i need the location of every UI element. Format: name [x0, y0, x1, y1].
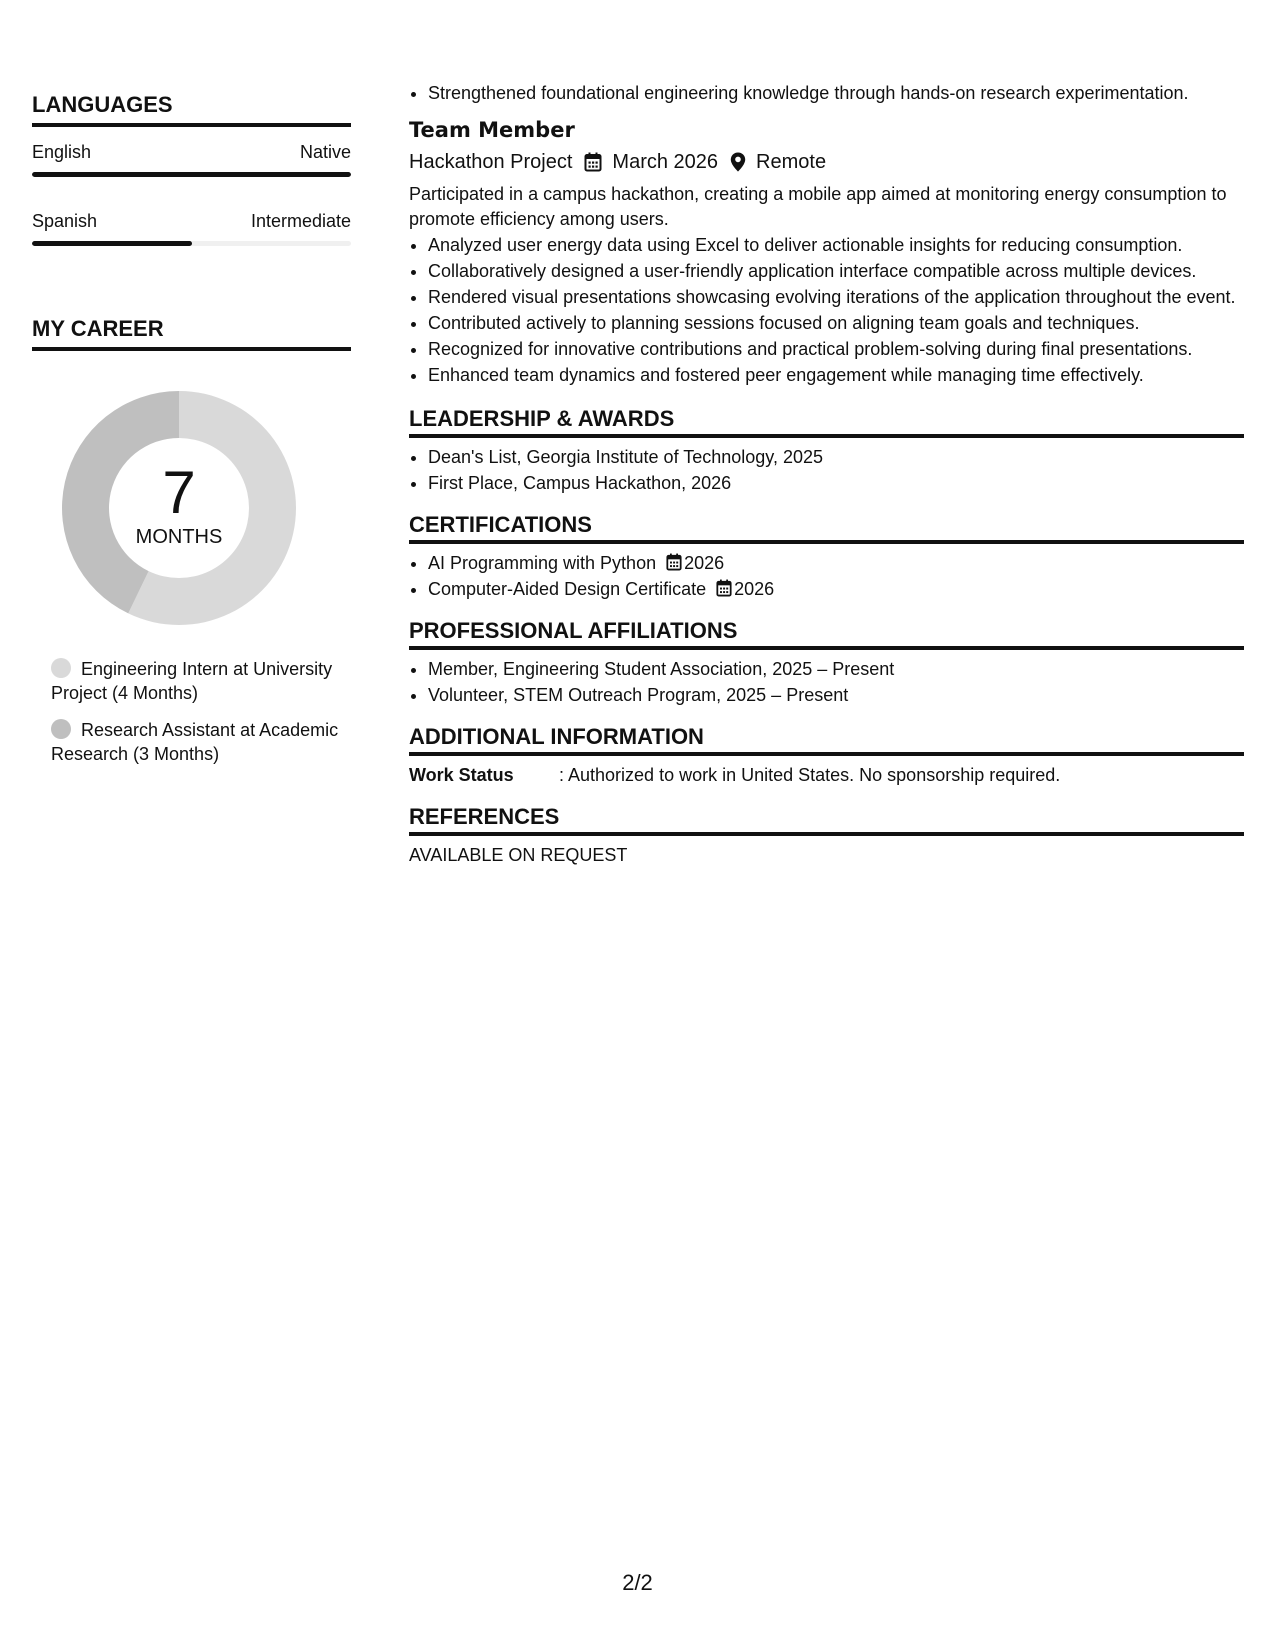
- affiliations-list: [409, 656, 1244, 708]
- work-status-label: Work Status: [409, 765, 514, 785]
- affiliations-heading: PROFESSIONAL AFFILIATIONS: [409, 618, 1244, 650]
- bullet-item: • Strengthened foundational engineering knowledge through hands-on research experimentation.: [428, 80, 1244, 106]
- language-row: [32, 141, 351, 163]
- language-bar-fill: [32, 172, 351, 177]
- certification-year: 2026: [734, 579, 775, 599]
- leadership-item: • First Place, Campus Hackathon, 2026: [428, 470, 1244, 496]
- language-bar: [32, 172, 351, 177]
- languages-heading: LANGUAGES: [32, 92, 351, 127]
- legend-swatch: [51, 658, 71, 678]
- certification-name: AI Programming with Python: [428, 553, 657, 573]
- map-pin-icon: [730, 152, 746, 172]
- role-description: Participated in a campus hackathon, creating a mobile app aimed at monitoring energy consumption to promote efficiency among users.: [409, 184, 1227, 229]
- language-name: Spanish: [32, 211, 98, 231]
- leadership-item: • Dean's List, Georgia Institute of Technology, 2025: [428, 444, 1244, 470]
- role-bullets: [409, 232, 1244, 388]
- role-meta: [409, 148, 1244, 176]
- bullet-item: • Enhanced team dynamics and fostered peer engagement while managing time effectively.: [428, 362, 1244, 388]
- legend-label: Engineering Intern at University Project (4 Months): [51, 659, 333, 703]
- certification-item: [428, 576, 1244, 602]
- work-status-value: : Authorized to work in United States. No sponsorship required.: [559, 765, 1061, 785]
- career-donut-chart: [54, 383, 304, 633]
- bullet-item: • Recognized for innovative contributions and practical problem-solving during final presentations.: [428, 336, 1244, 362]
- leadership-list: [409, 444, 1244, 496]
- leadership-heading: LEADERSHIP & AWARDS: [409, 406, 1244, 438]
- bullet-item: • Rendered visual presentations showcasing evolving iterations of the application throughout the event.: [428, 284, 1244, 310]
- role-title: Team Member: [409, 118, 575, 142]
- work-status-row: [409, 762, 1244, 788]
- donut-center: [54, 383, 304, 633]
- left-column: [32, 92, 351, 779]
- calendar-icon: [716, 579, 732, 597]
- legend-item: [51, 657, 351, 705]
- bullet-item: • Collaboratively designed a user-friendly application interface compatible across multiple devices.: [428, 258, 1244, 284]
- certifications-list: [409, 550, 1244, 602]
- calendar-icon: [666, 553, 682, 571]
- certification-name: Computer-Aided Design Certificate: [428, 579, 707, 599]
- certifications-heading: CERTIFICATIONS: [409, 512, 1244, 544]
- language-name: English: [32, 142, 92, 162]
- role-org: Hackathon Project: [409, 151, 573, 173]
- language-bar: [32, 241, 351, 246]
- legend-label: Research Assistant at Academic Research (3 Months): [51, 720, 339, 764]
- affiliation-item: • Member, Engineering Student Association, 2025 – Present: [428, 656, 1244, 682]
- references-heading: REFERENCES: [409, 804, 1244, 836]
- bullet-item: • Contributed actively to planning sessions focused on aligning team goals and techniques.: [428, 310, 1244, 336]
- career-legend: [51, 657, 351, 766]
- language-bar-fill: [32, 241, 192, 246]
- affiliation-item: • Volunteer, STEM Outreach Program, 2025 – Present: [428, 682, 1244, 708]
- certification-item: [428, 550, 1244, 576]
- language-level: Intermediate: [250, 211, 351, 231]
- previous-role-bullets: [409, 80, 1244, 106]
- career-total: 7: [162, 459, 196, 526]
- bullet-item: • Analyzed user energy data using Excel to deliver actionable insights for reducing consumption.: [428, 232, 1244, 258]
- role-location: Remote: [756, 151, 827, 173]
- legend-item: [51, 718, 351, 766]
- references-text: AVAILABLE ON REQUEST: [409, 845, 628, 865]
- additional-info-heading: ADDITIONAL INFORMATION: [409, 724, 1244, 756]
- certification-year: 2026: [684, 553, 725, 573]
- language-row: [32, 210, 351, 232]
- page-number: 2/2: [622, 1570, 653, 1595]
- legend-swatch: [51, 719, 71, 739]
- career-heading: MY CAREER: [32, 316, 351, 351]
- career-unit: MONTHS: [135, 526, 223, 548]
- language-level: Native: [299, 142, 351, 162]
- role-date: March 2026: [612, 151, 719, 173]
- right-column: [409, 80, 1244, 868]
- calendar-icon: [584, 152, 602, 172]
